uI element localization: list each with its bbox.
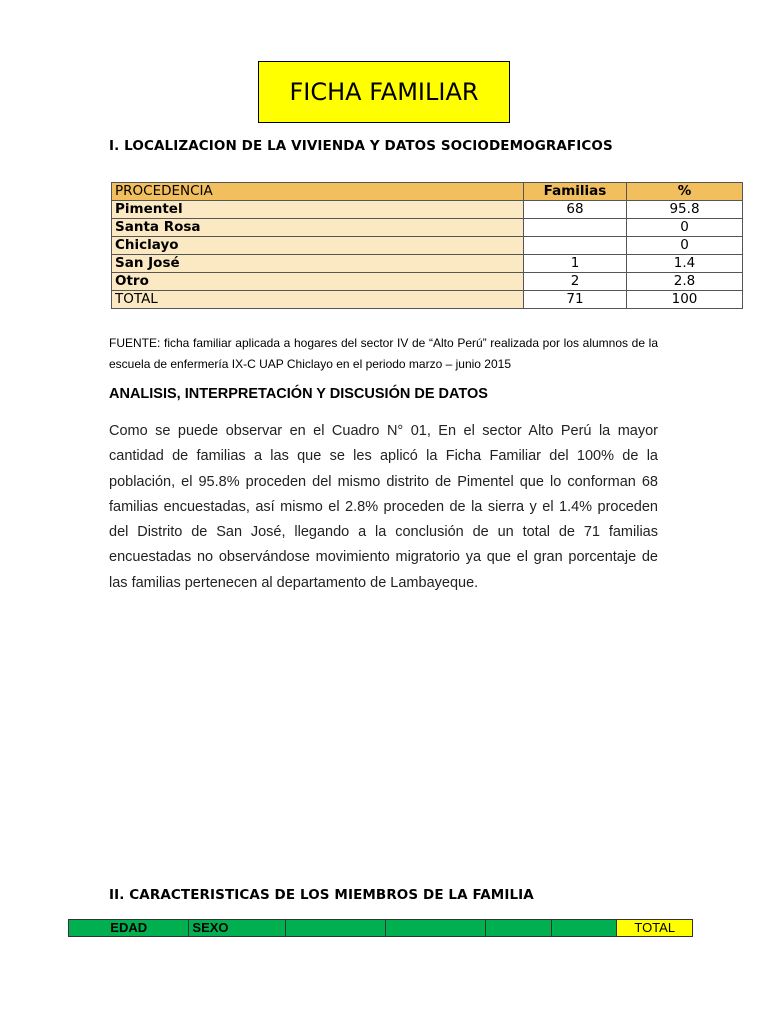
document-title: FICHA FAMILIAR xyxy=(258,61,510,123)
row-percent: 95.8 xyxy=(627,201,743,219)
row-label: Santa Rosa xyxy=(112,219,524,237)
analysis-paragraph: Como se puede observar en el Cuadro N° 01, En el sector Alto Perú la mayor cantidad de familias a las que se les aplicó la Ficha Familiar del 100% de la población, el 95.8% proceden del mismo distrito de Pimentel que lo conforman 68 familias encuestadas, así mismo el 2.8% proceden de la sierra y el 1.4% proceden del Distrito de San José, llegando a la conclusión de un total de 71 familias encuestadas no observándose movimiento migratorio ya que el gran porcentaje de las familias pertenecen al departamento de Lambayeque. xyxy=(109,423,658,591)
row-percent: 100 xyxy=(627,291,743,309)
table-row xyxy=(112,237,743,255)
section-1-heading: I. LOCALIZACION DE LA VIVIENDA Y DATOS SOCIODEMOGRAFICOS xyxy=(109,138,613,154)
row-label: Chiclayo xyxy=(112,237,524,255)
table-row xyxy=(112,255,743,273)
row-percent: 0 xyxy=(627,219,743,237)
table-total-row xyxy=(112,291,743,309)
procedencia-table xyxy=(111,182,743,309)
source-note: FUENTE: ficha familiar aplicada a hogares del sector IV de “Alto Perú” realizada por los alumnos de la escuela de enfermería IX-C UAP Chiclayo en el periodo marzo – junio 2015 xyxy=(109,336,658,371)
header-familias: Familias xyxy=(524,183,627,201)
row-familias: 1 xyxy=(524,255,627,273)
header-sexo: SEXO xyxy=(189,920,286,937)
row-familias xyxy=(524,237,627,255)
header-total: TOTAL xyxy=(617,920,693,937)
row-label: San José xyxy=(112,255,524,273)
members-table xyxy=(68,919,693,937)
row-familias xyxy=(524,219,627,237)
row-familias: 2 xyxy=(524,273,627,291)
row-label: Pimentel xyxy=(112,201,524,219)
header-procedencia: PROCEDENCIA xyxy=(112,183,524,201)
empty-cell xyxy=(486,920,552,937)
table-row xyxy=(112,219,743,237)
table-row xyxy=(112,201,743,219)
header-percent: % xyxy=(627,183,743,201)
members-header-row xyxy=(69,920,693,937)
row-label: TOTAL xyxy=(112,291,524,309)
empty-cell xyxy=(286,920,386,937)
table-header-row xyxy=(112,183,743,201)
section-2-heading: II. CARACTERISTICAS DE LOS MIEMBROS DE LA FAMILIA xyxy=(109,887,534,903)
row-familias: 71 xyxy=(524,291,627,309)
row-familias: 68 xyxy=(524,201,627,219)
table-row xyxy=(112,273,743,291)
header-edad: EDAD xyxy=(69,920,189,937)
analysis-heading: ANALISIS, INTERPRETACIÓN Y DISCUSIÓN DE DATOS xyxy=(109,386,488,402)
empty-cell xyxy=(552,920,617,937)
row-percent: 0 xyxy=(627,237,743,255)
row-percent: 2.8 xyxy=(627,273,743,291)
empty-cell xyxy=(386,920,486,937)
row-percent: 1.4 xyxy=(627,255,743,273)
row-label: Otro xyxy=(112,273,524,291)
